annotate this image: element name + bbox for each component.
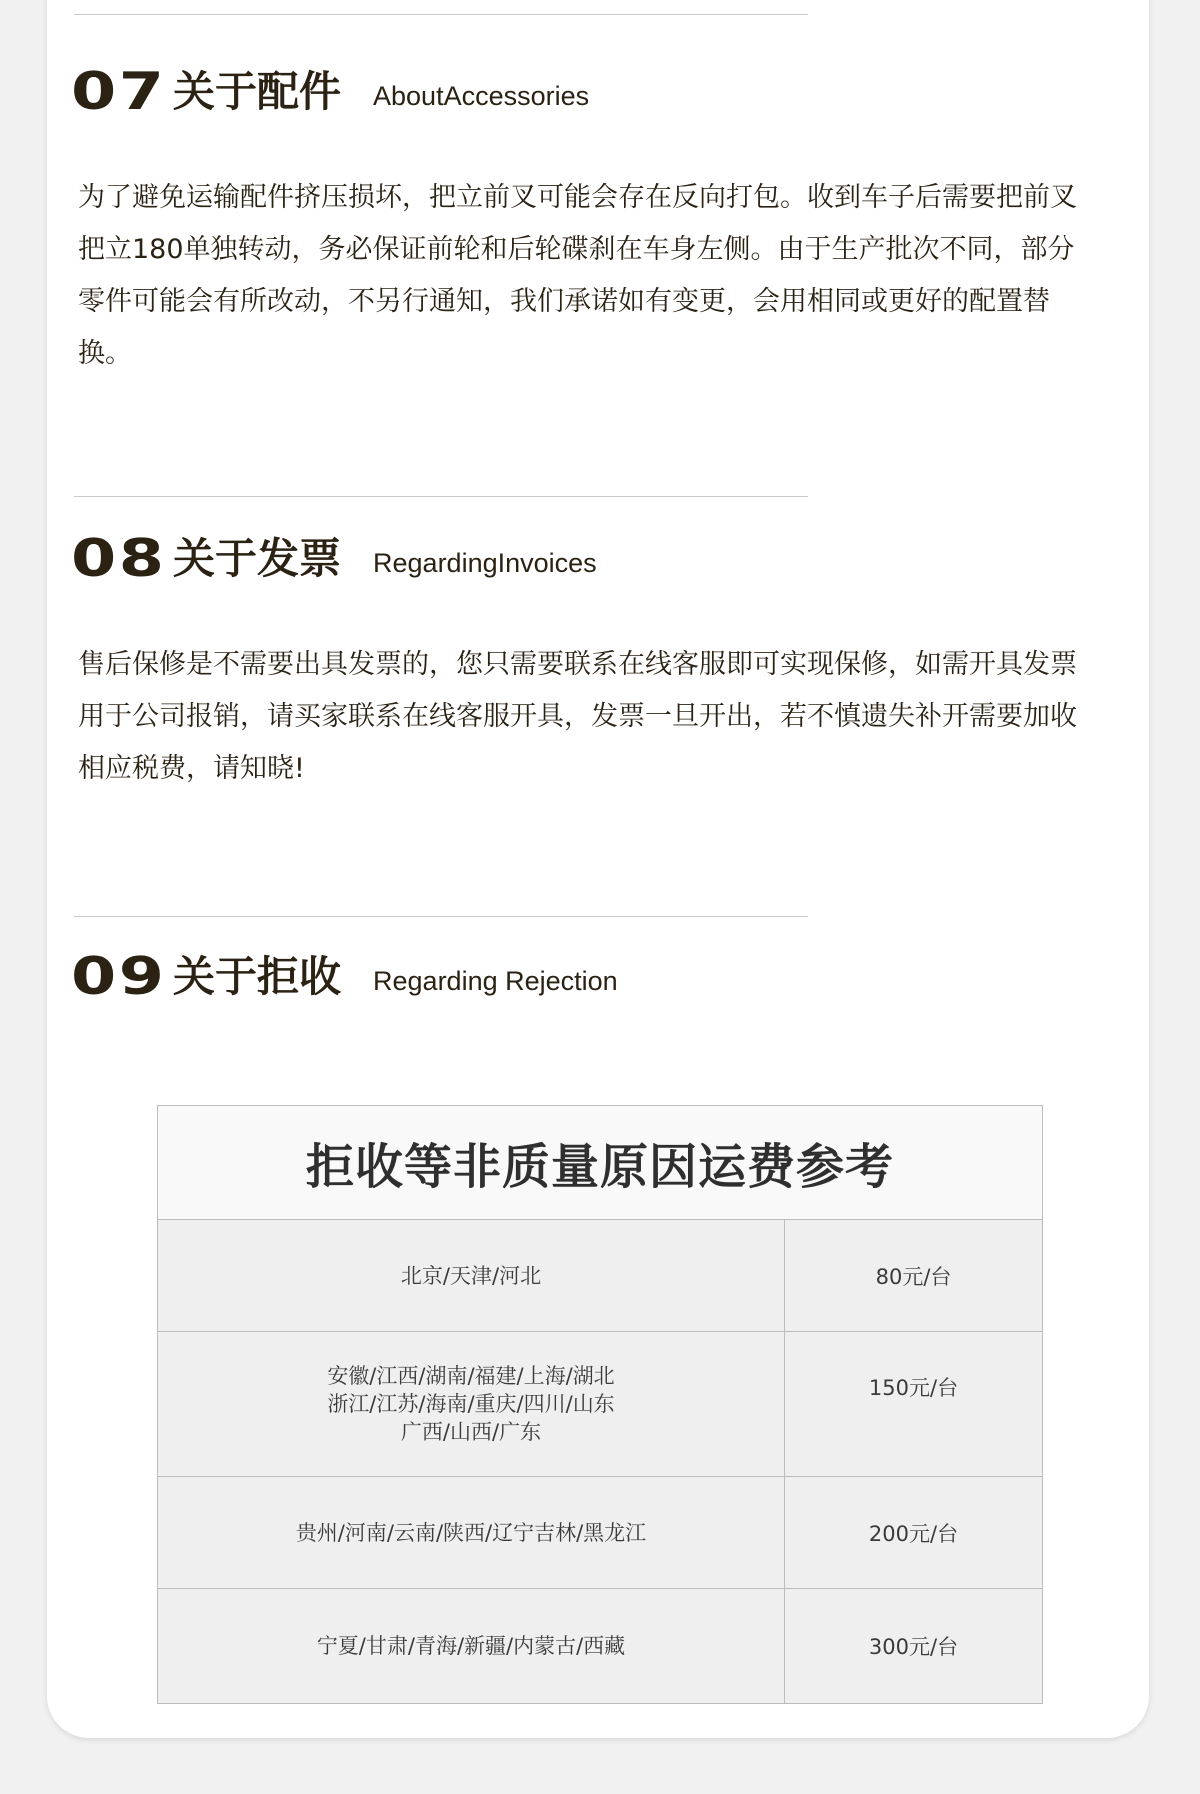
table-cell-price: 150元/台: [868, 1376, 959, 1400]
section-subtitle: AboutAccessories: [373, 81, 590, 111]
section-subtitle: Regarding Rejection: [373, 966, 618, 996]
table-row: [158, 1589, 1042, 1703]
section-subtitle: RegardingInvoices: [373, 548, 597, 578]
section-body-accessories: 为了避免运输配件挤压损坏，把立前叉可能会存在反向打包。收到车子后需要把前叉把立180单独转动，务必保证前轮和后轮碟刹在车身左侧。由于生产批次不同，部分零件可能会有所改动，不另行通知，我们承诺如有变更，会用相同或更好的配置替换。: [78, 182, 1077, 369]
section-body-invoices: 售后保修是不需要出具发票的，您只需要联系在线客服即可实现保修，如需开具发票用于公司报销，请买家联系在线客服开具，发票一旦开出，若不慎遗失补开需要加收相应税费，请知晓!: [78, 649, 1077, 784]
table-cell-regions: 安徽/江西/湖南/福建/上海/湖北 浙江/江苏/海南/重庆/四川/山东 广西/山西/广东: [158, 1332, 785, 1476]
section-divider: [74, 14, 808, 15]
table-cell-price: 300元/台: [868, 1635, 959, 1659]
section-header-accessories: [71, 58, 590, 122]
section-number: 07: [71, 62, 167, 122]
section-divider: [74, 916, 808, 917]
section-number: 09: [71, 947, 167, 1007]
shipping-fee-table: [157, 1105, 1043, 1704]
table-cell-price: 200元/台: [868, 1521, 959, 1546]
section-header-rejection: [71, 943, 618, 1007]
table-title: 拒收等非质量原因运费参考: [158, 1106, 1042, 1220]
section-title: 关于发票: [173, 534, 342, 583]
section-divider: [74, 496, 808, 497]
table-cell-regions: 宁夏/甘肃/青海/新疆/内蒙古/西藏: [158, 1589, 785, 1703]
section-number: 08: [71, 529, 167, 589]
section-title: 关于配件: [173, 67, 342, 116]
content-card: [47, 0, 1149, 1738]
table-cell-regions: 贵州/河南/云南/陕西/辽宁吉林/黑龙江: [158, 1477, 785, 1588]
table-row: [158, 1332, 1042, 1477]
table-cell-regions: 北京/天津/河北: [158, 1220, 785, 1331]
section-header-invoices: [71, 525, 597, 589]
table-row: [158, 1220, 1042, 1332]
table-row: [158, 1477, 1042, 1589]
table-cell-price: 80元/台: [875, 1264, 952, 1289]
section-title: 关于拒收: [173, 952, 342, 1001]
